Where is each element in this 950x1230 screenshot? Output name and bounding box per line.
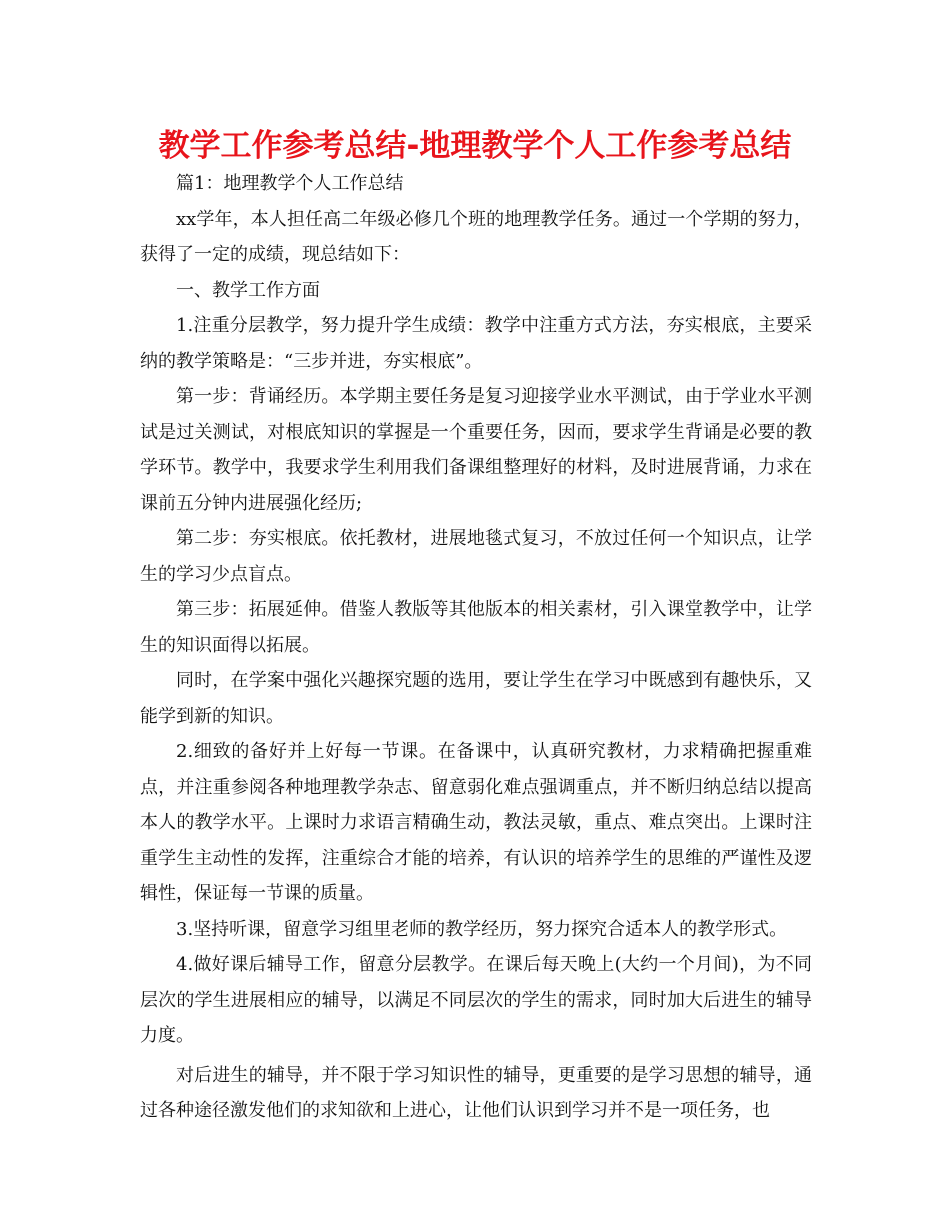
paragraph: 对后进生的辅导，并不限于学习知识性的辅导，更重要的是学习思想的辅导，通过各种途径激发他们的求知欲和上进心，让他们认识到学习并不是一项任务，也 [140,1064,812,1121]
document-body [140,166,812,1129]
paragraph: xx学年，本人担任高二年级必修几个班的地理教学任务。通过一个学期的努力，获得了一定的成绩，现总结如下： [140,208,812,265]
document-title: 教学工作参考总结-地理教学个人工作参考总结 [158,128,792,164]
paragraph: 3.坚持听课，留意学习组里老师的教学经历，努力探究合适本人的教学形式。 [176,918,788,940]
paragraph: 1.注重分层教学，努力提升学生成绩：教学中注重方式方法，夯实根底，主要采纳的教学策略是：“三步并进，夯实根底”。 [140,315,812,372]
paragraph: 2.细致的备好并上好每一节课。在备课中，认真研究教材，力求精确把握重难点，并注重参阅各种地理教学杂志、留意弱化难点强调重点，并不断归纳总结以提高本人的教学水平。上课时力求语言精确生动，教法灵敏，重点、难点突出。上课时注重学生主动性的发挥，注重综合才能的培养，有认识的培养学生的思维的严谨性及逻辑性，保证每一节课的质量。 [140,741,812,904]
paragraph: 同时，在学案中强化兴趣探究题的选用，要让学生在学习中既感到有趣快乐，又能学到新的知识。 [140,670,812,727]
paragraph: 篇1：地理教学个人工作总结 [176,173,404,194]
paragraph: 第三步：拓展延伸。借鉴人教版等其他版本的相关素材，引入课堂教学中，让学生的知识面得以拓展。 [140,599,812,656]
paragraph: 一、教学工作方面 [176,279,320,301]
paragraph: 第一步：背诵经历。本学期主要任务是复习迎接学业水平测试，由于学业水平测试是过关测试，对根底知识的掌握是一个重要任务，因而，要求学生背诵是必要的教学环节。教学中，我要求学生利用我们备课组整理好的材料，及时进展背诵，力求在课前五分钟内进展强化经历; [140,386,812,514]
paragraph: 第二步：夯实根底。依托教材，进展地毯式复习，不放过任何一个知识点，让学生的学习少点盲点。 [140,528,812,585]
paragraph: 4.做好课后辅导工作，留意分层教学。在课后每天晚上(大约一个月间)，为不同层次的学生进展相应的辅导，以满足不同层次的学生的需求，同时加大后进生的辅导力度。 [140,954,812,1046]
